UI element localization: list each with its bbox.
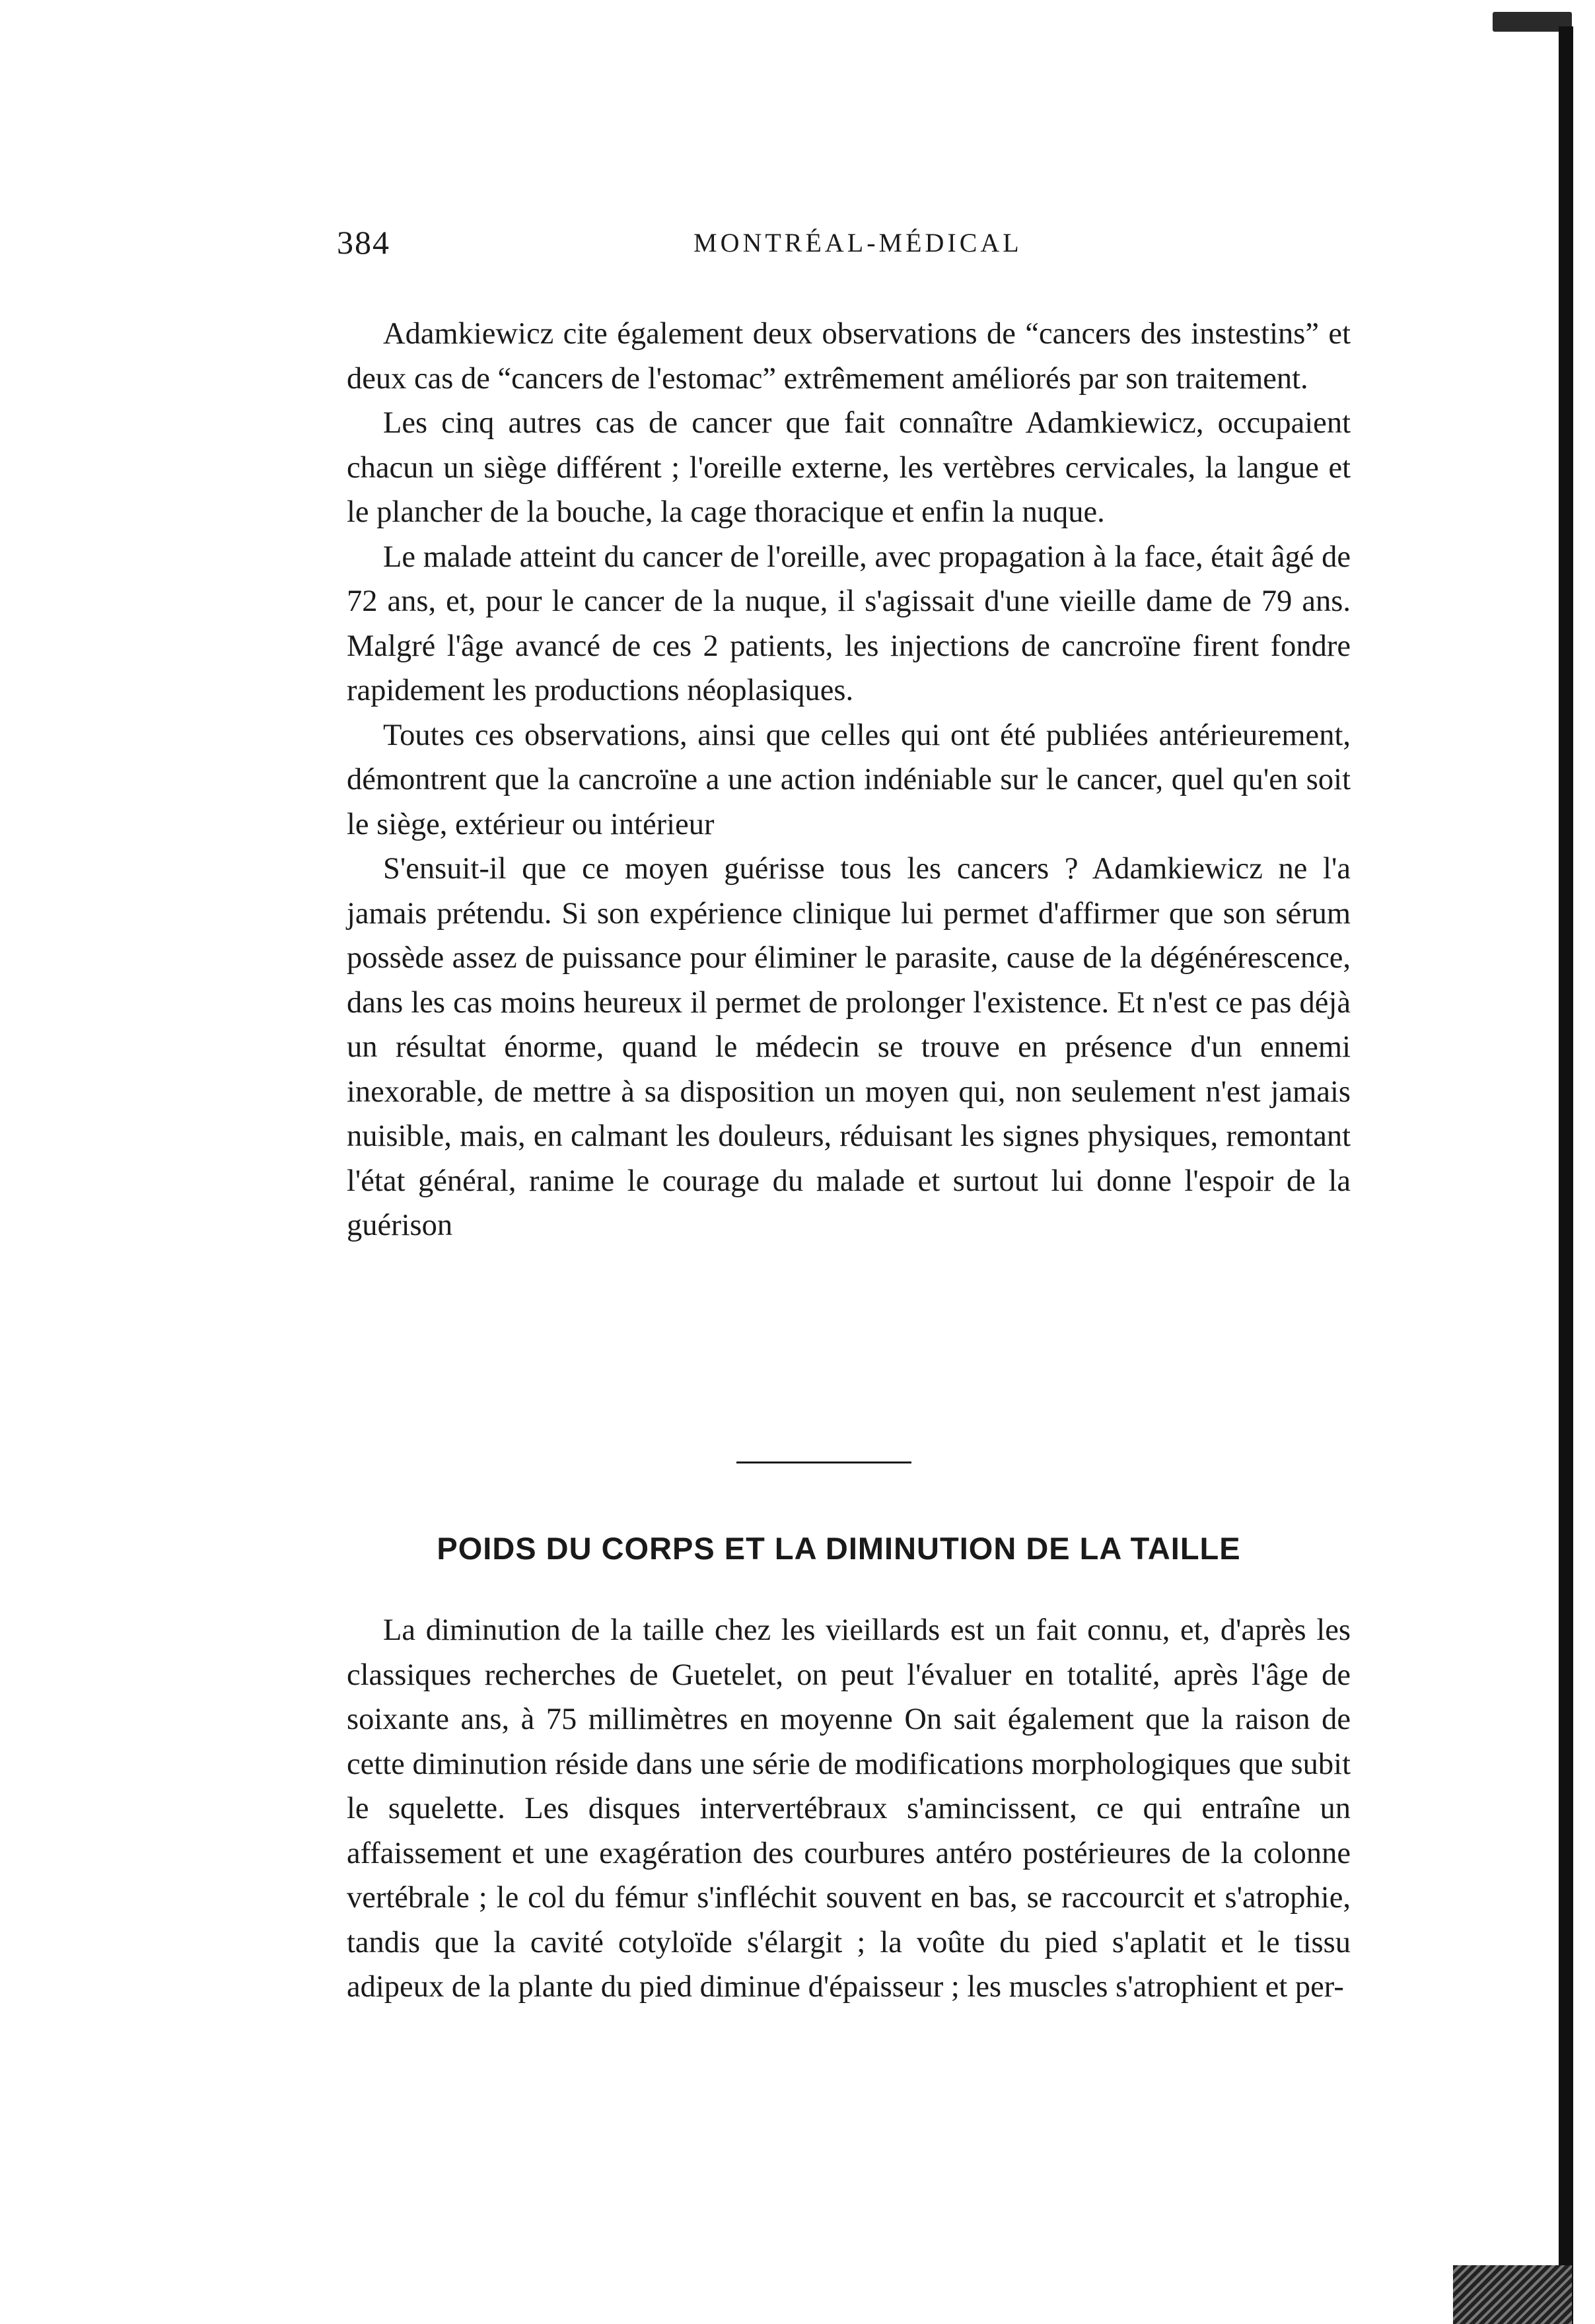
paragraph: S'ensuit-il que ce moyen guérisse tous les cancers ? Adamkiewicz ne l'a jamais prétendu. Si son expérience clinique lui permet d'affirmer que son sérum possède assez de puissance pour éliminer le parasite, cause de la dégénérescence, dans les cas moins heureux il permet de prolonger l'existence. Et n'est ce pas déjà un résultat énorme, quand le médecin se trouve en présence d'un ennemi inexorable, de mettre à sa disposition un moyen qui, non seulement n'est jamais nuisible, mais, en calmant les douleurs, réduisant les signes physiques, remontant l'état général, ranime le courage du malade et surtout lui donne l'espoir de la guérison	[347, 852, 1351, 1242]
running-title: MONTRÉAL-MÉDICAL	[693, 228, 1022, 258]
scan-edge-mark-bottom	[1453, 2265, 1572, 2324]
section-divider	[736, 1461, 911, 1463]
paragraph: Adamkiewicz cite également deux observations de “cancers des instestins” et deux cas de “cancers de l'estomac” extrêmement améliorés par son traitement.	[347, 317, 1351, 396]
paragraph: Toutes ces observations, ainsi que celles qui ont été publiées antérieurement, démontrent que la cancroïne a une action indéniable sur le cancer, quel qu'en soit le siège, extérieur ou intérieur	[347, 718, 1351, 841]
article-adamkiewicz	[347, 312, 1351, 1248]
page-number: 384	[337, 224, 390, 261]
paragraph: Le malade atteint du cancer de l'oreille, avec propagation à la face, était âgé de 72 ans, et, pour le cancer de la nuque, il s'agissait d'une vieille dame de 79 ans. Malgré l'âge avancé de ces 2 patients, les injections de cancroïne firent fondre rapidement les productions néoplasiques.	[347, 540, 1351, 707]
article-poids-du-corps	[347, 1608, 1351, 2010]
section-heading: POIDS DU CORPS ET LA DIMINUTION DE LA TAILLE	[437, 1531, 1241, 1566]
page-header	[337, 223, 1407, 263]
paragraph: La diminution de la taille chez les vieillards est un fait connu, et, d'après les classiques recherches de Guetelet, on peut l'évaluer en totalité, après l'âge de soixante ans, à 75 millimètres en moyenne On sait également que la raison de cette diminution réside dans une série de modifications morphologiques que subit le squelette. Les disques intervertébraux s'amincissent, ce qui entraîne un affaissement et une exagération des courbures antéro postérieures de la colonne vertébrale ; le col du fémur s'infléchit souvent en bas, se raccourcit et s'atrophie, tandis que la cavité cotyloïde s'élargit ; la voûte du pied s'aplatit et le tissu adipeux de la plante du pied diminue d'épaisseur ; les muscles s'atrophient et per-	[347, 1613, 1351, 2004]
paragraph: Les cinq autres cas de cancer que fait connaître Adamkiewicz, occupaient chacun un siège différent ; l'oreille externe, les vertèbres cervicales, la langue et le plancher de la bouche, la cage thoracique et enfin la nuque.	[347, 406, 1351, 529]
scan-page-edge	[1559, 26, 1573, 2324]
